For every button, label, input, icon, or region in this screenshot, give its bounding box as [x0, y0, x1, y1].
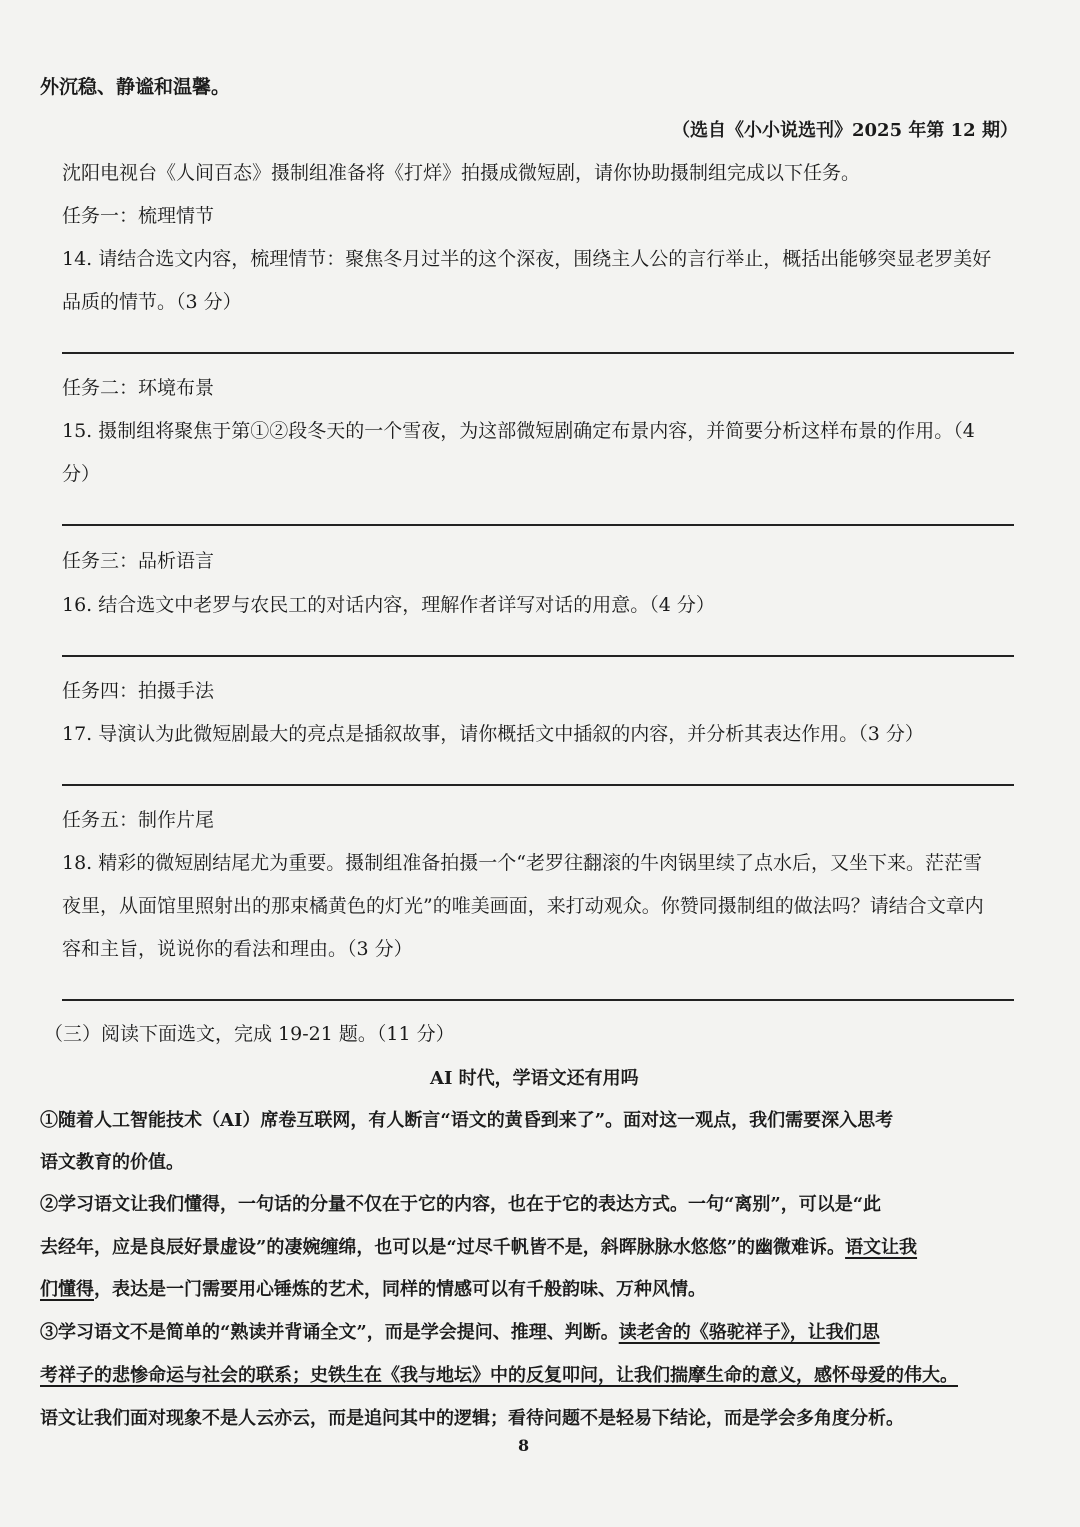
task-heading: 任务二：环境布景: [62, 377, 215, 399]
task-heading: 任务三：品析语言: [62, 550, 215, 572]
source-citation: （选自《小小说选刊》2025 年第 12 期）: [672, 120, 1018, 141]
section-heading: （三）阅读下面选文，完成 19-21 题。（11 分）: [44, 1023, 455, 1045]
intro-text: 沈阳电视台《人间百态》摄制组准备将《打烊》拍摄成微短剧，请你协助摄制组完成以下任务。: [62, 162, 861, 184]
paragraph-text: ③学习语文不是简单的“熟读并背诵全文”，而是学会提问、推理、判断。: [40, 1322, 619, 1343]
question-text: 夜里，从面馆里照射出的那束橘黄色的灯光”的唯美画面，来打动观众。你赞同摄制组的做法吗？请结合文章内: [62, 895, 984, 917]
question-text: 15. 摄制组将聚焦于第①②段冬天的一个雪夜，为这部微短剧确定布景内容，并简要分析这样布景的作用。（4: [62, 420, 975, 442]
underlined-text: 考祥子的悲惨命运与社会的联系；史铁生在《我与地坛》中的反复叩问，让我们揣摩生命的意义，感怀母爱的伟大。: [40, 1365, 958, 1386]
answer-line[interactable]: [62, 784, 1014, 786]
answer-line[interactable]: [62, 999, 1014, 1001]
paragraph-line: [40, 1363, 958, 1389]
underlined-text: 语文让我: [845, 1237, 918, 1258]
paragraph-line: ①随着人工智能技术（AI）席卷互联网，有人断言“语文的黄昏到来了”。面对这一观点，我们需要深入思考: [40, 1110, 894, 1131]
paragraph-line: 语文教育的价值。: [40, 1152, 184, 1173]
page-number: 8: [518, 1436, 530, 1455]
underlined-text: 们懂得: [40, 1279, 94, 1300]
top-line: 外沉稳、静谧和温馨。: [40, 76, 231, 98]
article-title: AI 时代，学语文还有用吗: [430, 1068, 639, 1089]
task-heading: 任务四：拍摄手法: [62, 680, 215, 702]
question-text: 18. 精彩的微短剧结尾尤为重要。摄制组准备拍摄一个“老罗往翻滚的牛肉锅里续了点水后，又坐下来。茫茫雪: [62, 852, 982, 874]
question-text: 容和主旨，说说你的看法和理由。（3 分）: [62, 938, 413, 960]
answer-line[interactable]: [62, 524, 1014, 526]
paragraph-line: ②学习语文让我们懂得，一句话的分量不仅在于它的内容，也在于它的表达方式。一句“离别”，可以是“此: [40, 1194, 882, 1215]
answer-line[interactable]: [62, 352, 1014, 354]
question-text: 14. 请结合选文内容，梳理情节：聚焦冬月过半的这个深夜，围绕主人公的言行举止，概括出能够突显老罗美好: [62, 248, 992, 270]
paragraph-text: 去经年，应是良辰好景虚设”的凄婉缠绵，也可以是“过尽千帆皆不是，斜晖脉脉水悠悠”的幽微难诉。: [40, 1237, 846, 1258]
paragraph-text: ，表达是一门需要用心锤炼的艺术，同样的情感可以有千般韵味、万种风情。: [94, 1279, 706, 1300]
question-text: 17. 导演认为此微短剧最大的亮点是插叙故事，请你概括文中插叙的内容，并分析其表达作用。（3 分）: [62, 723, 924, 745]
task-heading: 任务一：梳理情节: [62, 205, 215, 227]
question-text: 品质的情节。（3 分）: [62, 291, 242, 313]
paragraph-line: [40, 1235, 917, 1261]
paragraph-line: [40, 1320, 880, 1346]
question-text: 分）: [62, 463, 101, 485]
question-text: 16. 结合选文中老罗与农民工的对话内容，理解作者详写对话的用意。（4 分）: [62, 594, 715, 616]
answer-line[interactable]: [62, 655, 1014, 657]
underlined-text: 读老舍的《骆驼祥子》，让我们思: [618, 1322, 880, 1343]
task-heading: 任务五：制作片尾: [62, 809, 215, 831]
paragraph-line: 语文让我们面对现象不是人云亦云，而是追问其中的逻辑；看待问题不是轻易下结论，而是学会多角度分析。: [40, 1408, 904, 1429]
paragraph-line: [40, 1277, 706, 1303]
